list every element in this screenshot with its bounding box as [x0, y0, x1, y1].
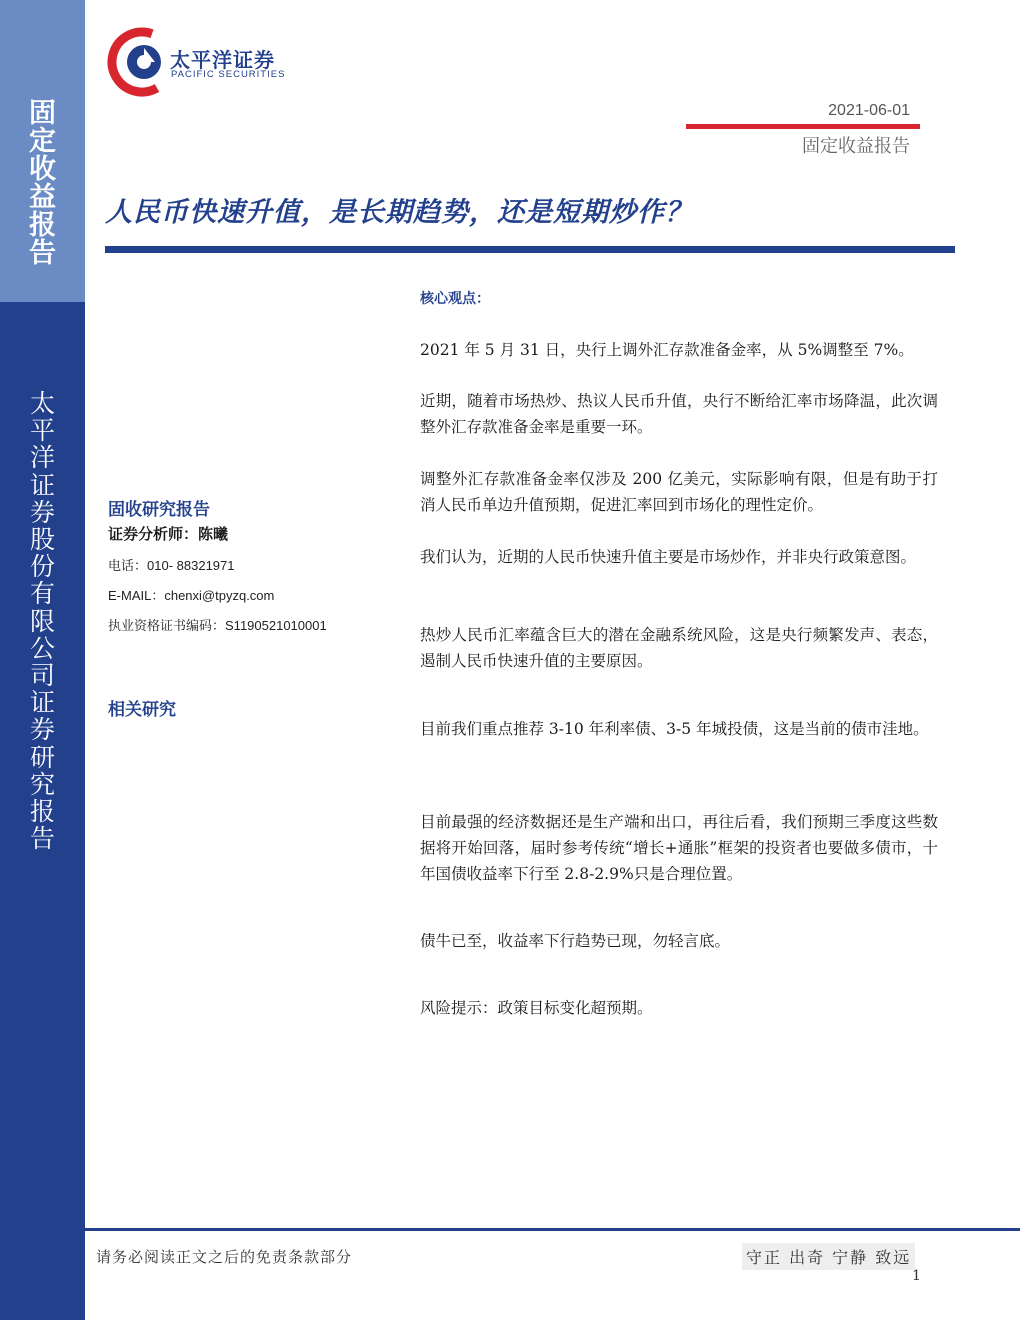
footer-disclaimer: 请务必阅读正文之后的免责条款部分: [96, 1248, 353, 1266]
sidebar-category-label: 固 定 收 益 报 告: [29, 98, 56, 269]
paragraph: 目前我们重点推荐 3-10 年利率债、3-5 年城投债，这是当前的债市洼地。: [420, 720, 929, 738]
research-section-title: 固收研究报告: [108, 500, 210, 520]
analyst-name: 证券分析师：陈曦: [108, 525, 229, 543]
report-date: 2021-06-01: [828, 102, 910, 119]
footer-rule: [85, 1228, 1020, 1231]
report-type: 固定收益报告: [802, 136, 910, 157]
sidebar-company-label: 太 平 洋 证 券 股 份 有 限 公 司 证 券 研 究 报 告: [29, 389, 55, 854]
footer-motto: 守正 出奇 宁静 致远: [742, 1243, 915, 1270]
core-views-title: 核心观点：: [420, 291, 490, 307]
header-red-rule: [686, 124, 920, 129]
analyst-license: 执业资格证书编码：S1190521010001: [108, 618, 327, 634]
paragraph: 债牛已至，收益率下行趋势已现，勿轻言底。: [420, 932, 731, 950]
title-rule: [105, 246, 955, 253]
risk-warning: 风险提示：政策目标变化超预期。: [420, 999, 653, 1017]
analyst-phone: 电话：010- 88321971: [108, 558, 235, 574]
paragraph: 2021 年 5 月 31 日，央行上调外汇存款准备金率，从 5%调整至 7%。: [420, 341, 914, 359]
report-title: 人民币快速升值，是长期趋势，还是短期炒作？: [105, 197, 693, 228]
paragraph: 热炒人民币汇率蕴含巨大的潜在金融系统风险，这是央行频繁发声、表态，遏制人民币快速升值的主要原因。: [420, 626, 938, 670]
paragraph: 近期，随着市场热炒、热议人民币升值，央行不断给汇率市场降温，此次调整外汇存款准备金率是重要一环。: [420, 392, 938, 436]
logo-name-en: PACIFIC SECURITIES: [171, 69, 286, 80]
logo-name-cn: 太平洋证券: [170, 48, 275, 72]
paragraph: 目前最强的经济数据还是生产端和出口，再往后看，我们预期三季度这些数据将开始回落，届时参考传统“增长+通胀”框架的投资者也要做多债市，十年国债收益率下行至 2.8-2.9%只是合理位置。: [420, 813, 938, 883]
page-number: 1: [912, 1268, 921, 1284]
related-research-title: 相关研究: [108, 700, 176, 720]
paragraph: 调整外汇存款准备金率仅涉及 200 亿美元，实际影响有限，但是有助于打消人民币单边升值预期，促进汇率回到市场化的理性定价。: [420, 470, 938, 514]
paragraph: 我们认为，近期的人民币快速升值主要是市场炒作，并非央行政策意图。: [420, 548, 917, 566]
analyst-email[interactable]: E-MAIL：chenxi@tpyzq.com: [108, 588, 275, 603]
